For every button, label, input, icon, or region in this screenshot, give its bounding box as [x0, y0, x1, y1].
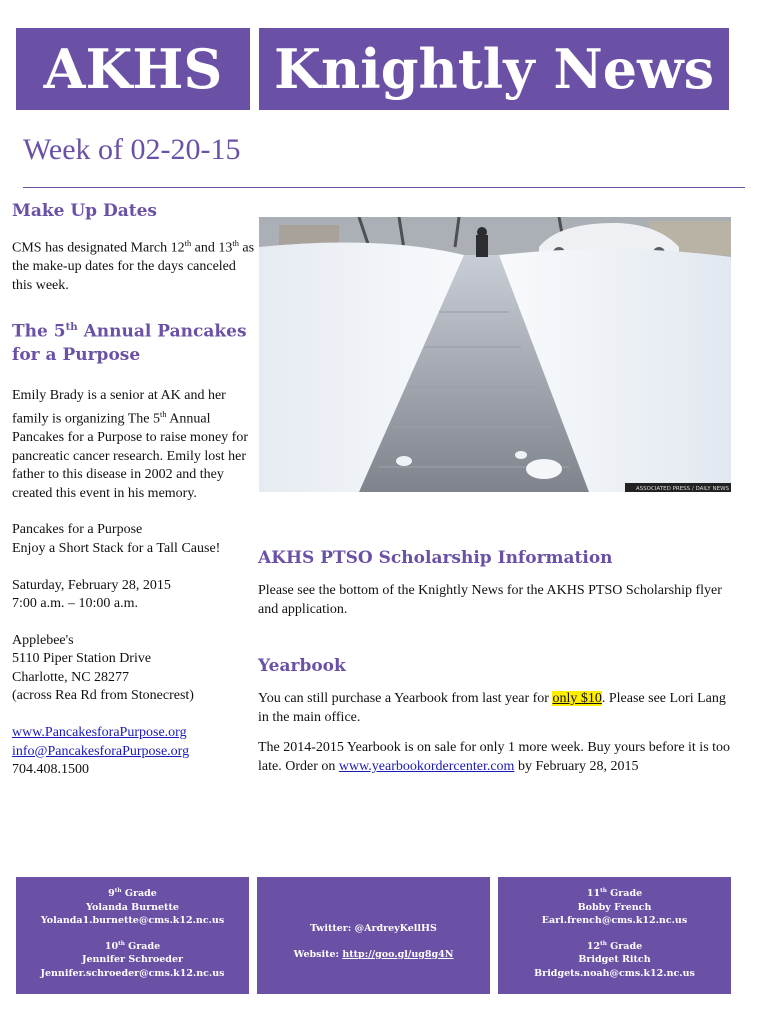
counselor-email: Jennifer.schroeder@cms.k12.nc.us: [40, 967, 225, 979]
yearbook-heading: Yearbook: [258, 656, 346, 676]
pancakes-website-link[interactable]: www.PancakesforaPurpose.org: [12, 725, 187, 741]
counselor-email: Earl.french@cms.k12.nc.us: [541, 915, 688, 927]
yearbook-p2: The 2014-2015 Yearbook is on sale for only 1 more week. Buy yours before it is too late. Order on www.yearbookordercenter.com by February 28, 2015: [258, 740, 731, 774]
makeup-heading: Make Up Dates: [12, 201, 157, 221]
footer-counselors-left: 9th Grade Yolanda Burnette Yolanda1.burnette@cms.k12.nc.us 10th Grade Jennifer Schroeder Jennifer.schroeder@cms.k12.nc.us: [16, 877, 249, 994]
pancakes-body: Emily Brady is a senior at AK and her family is organizing The 5th Annual Pancakes for a Purpose to raise money for pancreatic cancer research. Emily lost her father to this disease in 2002 and they created this event in his memory.: [12, 388, 248, 501]
yearbook-price-highlight: only $10: [552, 691, 602, 706]
pancakes-tagline: Pancakes for a Purpose Enjoy a Short Stack for a Tall Cause!: [12, 522, 221, 556]
photo-credit: ASSOCIATED PRESS / DAILY NEWS: [635, 486, 729, 492]
makeup-text: CMS has designated March 12th and 13th as the make-up dates for the days canceled this week.: [12, 239, 255, 293]
pancakes-contact: [12, 724, 256, 780]
snow-sidewalk-photo: [259, 217, 731, 492]
website-line: Website: http://goo.gl/ug8g4N: [293, 948, 454, 960]
ptso-section: [258, 547, 738, 619]
twitter-line: Twitter: @ArdreyKellHS: [310, 923, 437, 934]
school-website-link[interactable]: http://goo.gl/ug8g4N: [342, 948, 454, 960]
pancakes-heading: The 5th Annual Pancakes for a Purpose: [12, 321, 247, 366]
pancakes-phone: 704.408.1500: [12, 762, 89, 778]
left-column: [12, 200, 256, 780]
pancakes-datetime: Saturday, February 28, 2015 7:00 a.m. – 10:00 a.m.: [12, 577, 171, 612]
header-divider: [23, 187, 745, 188]
yearbook-p1: You can still purchase a Yearbook from last year for only $10. Please see Lori Lang in the main office.: [258, 691, 726, 725]
week-of-date: Week of 02-20-15: [23, 133, 241, 166]
counselor-email: Yolanda1.burnette@cms.k12.nc.us: [40, 915, 225, 927]
footer-counselors-right: 11th Grade Bobby French Earl.french@cms.k12.nc.us 12th Grade Bridget Ritch Bridgets.noah@cms.k12.nc.us: [498, 877, 731, 994]
yearbook-order-link[interactable]: www.yearbookordercenter.com: [338, 758, 515, 774]
masthead-knightly-news: Knightly News: [259, 28, 729, 110]
ptso-heading: AKHS PTSO Scholarship Information: [258, 548, 613, 568]
pancakes-email-link[interactable]: info@PancakesforaPurpose.org: [12, 743, 190, 759]
pancakes-location: Applebee's 5110 Piper Station Drive Charlotte, NC 28277 (across Rea Rd from Stonecrest): [12, 632, 194, 704]
counselor-email: Bridgets.noah@cms.k12.nc.us: [534, 967, 695, 979]
footer-social: [257, 877, 490, 994]
yearbook-section: [258, 655, 738, 776]
ptso-body: Please see the bottom of the Knightly News for the AKHS PTSO Scholarship flyer and application.: [258, 583, 722, 617]
twitter-handle[interactable]: @ArdreyKellHS: [354, 923, 437, 934]
masthead-akhs: AKHS: [16, 28, 250, 110]
